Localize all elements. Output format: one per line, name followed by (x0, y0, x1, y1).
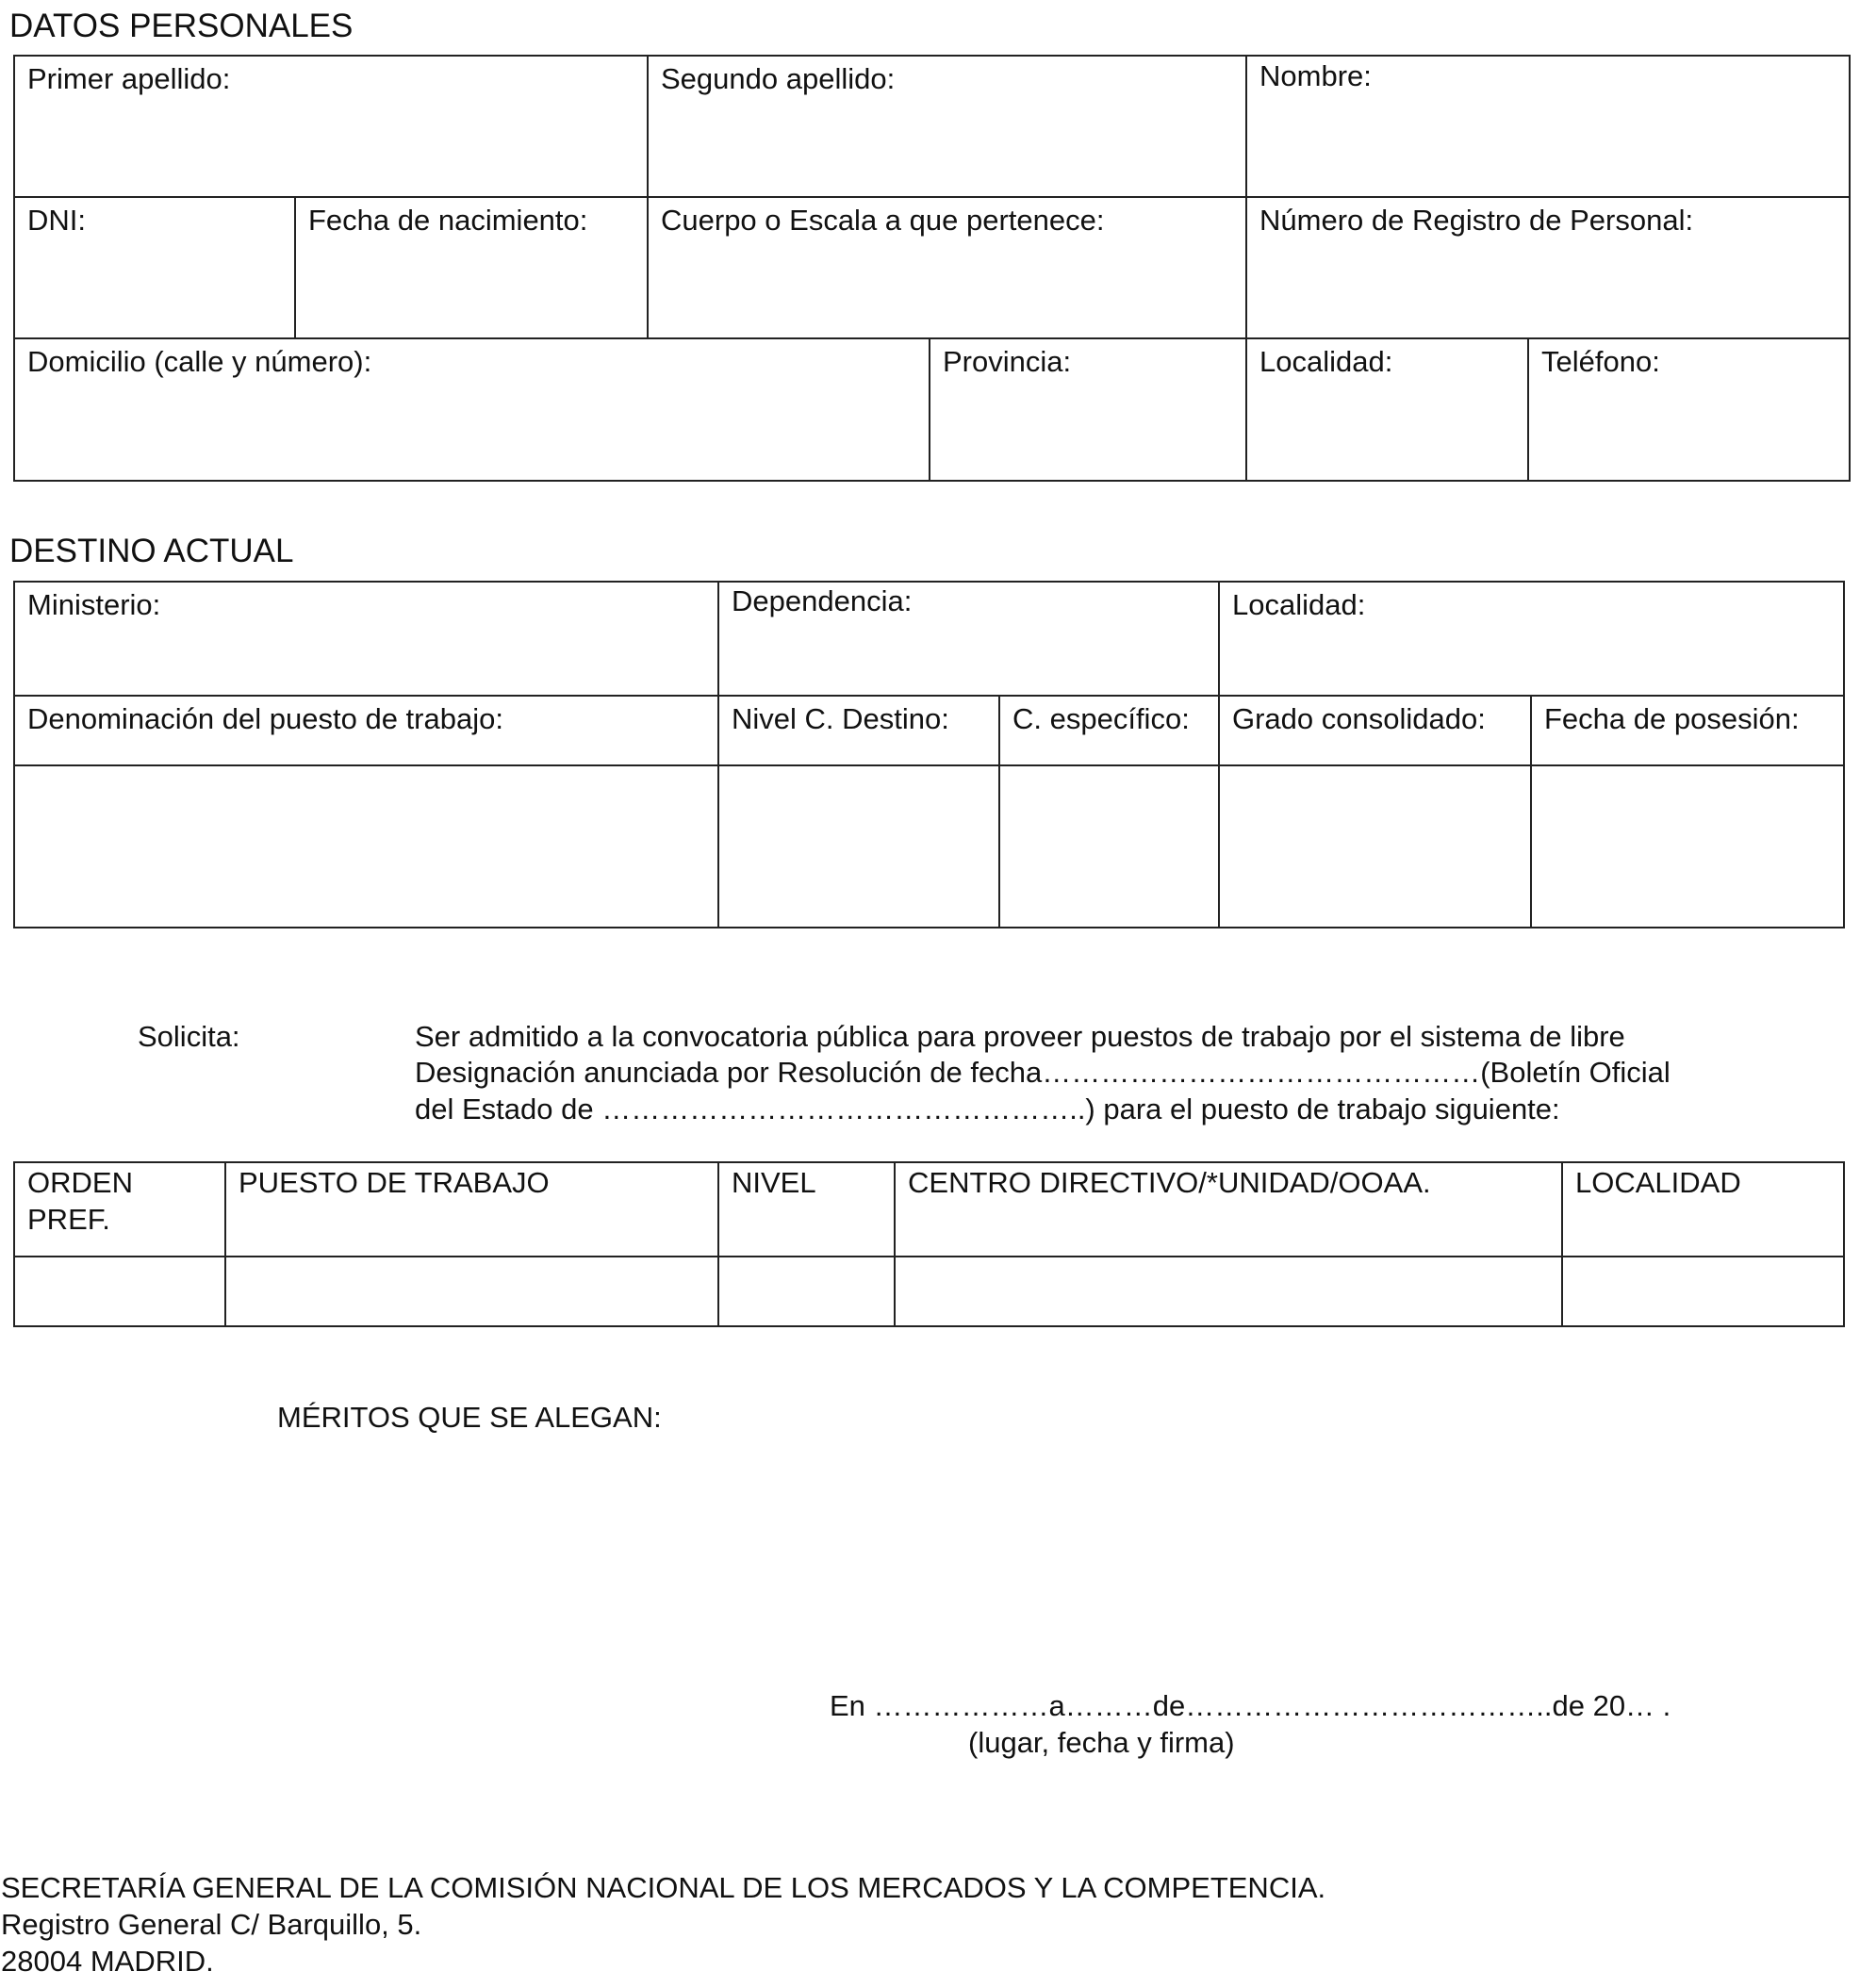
nivel-header: NIVEL (717, 1161, 896, 1257)
denominacion-puesto-input[interactable] (13, 764, 719, 928)
localidad-header: LOCALIDAD (1561, 1161, 1845, 1257)
nombre-field[interactable]: Nombre: (1245, 55, 1851, 198)
segundo-apellido-field[interactable]: Segundo apellido: (647, 55, 1247, 198)
puesto-trabajo-header: PUESTO DE TRABAJO (224, 1161, 719, 1257)
destino-localidad-field[interactable]: Localidad: (1218, 581, 1845, 697)
fecha-nacimiento-field[interactable]: Fecha de nacimiento: (294, 196, 649, 339)
destino-actual-heading: DESTINO ACTUAL (9, 533, 294, 569)
c-especifico-label: C. específico: (998, 695, 1220, 766)
meritos-label: MÉRITOS QUE SE ALEGAN: (277, 1401, 662, 1434)
nivel-destino-input[interactable] (717, 764, 1000, 928)
provincia-field[interactable]: Provincia: (929, 337, 1247, 482)
localidad-input[interactable] (1561, 1256, 1845, 1327)
cuerpo-escala-field[interactable]: Cuerpo o Escala a que pertenece: (647, 196, 1247, 339)
nivel-destino-label: Nivel C. Destino: (717, 695, 1000, 766)
telefono-field[interactable]: Teléfono: (1527, 337, 1851, 482)
firma-line: En ………………a………de………………………………..de 20… . (830, 1689, 1671, 1722)
solicita-line-1: Ser admitido a la convocatoria pública para proveer puestos de trabajo por el sistema de libre (415, 1020, 1625, 1053)
solicita-line-2: Designación anunciada por Resolución de fecha………………………………………(Boletín Oficial (415, 1056, 1671, 1089)
footer-address-line-3: 28004 MADRID. (1, 1945, 214, 1978)
footer-address-line-1: SECRETARÍA GENERAL DE LA COMISIÓN NACIONAL DE LOS MERCADOS Y LA COMPETENCIA. (1, 1871, 1326, 1904)
centro-directivo-header: CENTRO DIRECTIVO/*UNIDAD/OOAA. (894, 1161, 1563, 1257)
solicita-line-3: del Estado de …………………………………………..) para el puesto de trabajo siguiente: (415, 1093, 1560, 1125)
numero-registro-field[interactable]: Número de Registro de Personal: (1245, 196, 1851, 339)
orden-pref-input[interactable] (13, 1256, 226, 1327)
fecha-posesion-label: Fecha de posesión: (1530, 695, 1845, 766)
grado-consolidado-label: Grado consolidado: (1218, 695, 1532, 766)
grado-consolidado-input[interactable] (1218, 764, 1532, 928)
nivel-input[interactable] (717, 1256, 896, 1327)
footer-address-line-2: Registro General C/ Barquillo, 5. (1, 1908, 422, 1941)
puesto-trabajo-input[interactable] (224, 1256, 719, 1327)
firma-caption: (lugar, fecha y firma) (968, 1726, 1235, 1759)
localidad-field[interactable]: Localidad: (1245, 337, 1529, 482)
c-especifico-input[interactable] (998, 764, 1220, 928)
denominacion-puesto-label: Denominación del puesto de trabajo: (13, 695, 719, 766)
datos-personales-heading: DATOS PERSONALES (9, 8, 354, 44)
primer-apellido-field[interactable]: Primer apellido: (13, 55, 649, 198)
fecha-posesion-input[interactable] (1530, 764, 1845, 928)
ministerio-field[interactable]: Ministerio: (13, 581, 719, 697)
orden-pref-header: ORDEN PREF. (13, 1161, 226, 1257)
solicita-label: Solicita: (138, 1020, 240, 1053)
centro-directivo-input[interactable] (894, 1256, 1563, 1327)
dni-field[interactable]: DNI: (13, 196, 296, 339)
domicilio-field[interactable]: Domicilio (calle y número): (13, 337, 930, 482)
dependencia-field[interactable]: Dependencia: (717, 581, 1220, 697)
